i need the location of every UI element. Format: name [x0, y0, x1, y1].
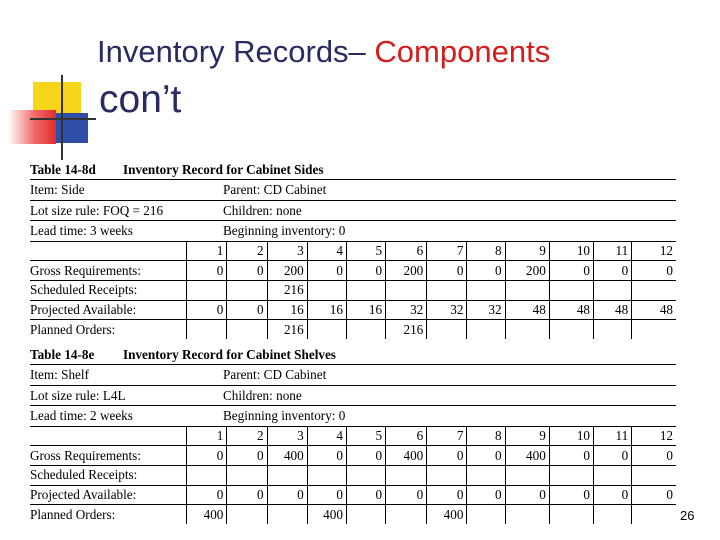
table-cell	[549, 280, 593, 300]
table-cell	[267, 505, 307, 524]
table-cell	[594, 505, 632, 524]
table-cell: 0	[307, 446, 346, 466]
period-number: 7	[427, 426, 467, 446]
table-row	[30, 446, 676, 466]
row-label: Scheduled Receipts:	[30, 465, 187, 485]
period-number: 3	[267, 426, 307, 446]
table-cell	[549, 505, 593, 524]
table-cell: 32	[386, 300, 427, 320]
table-cell	[427, 280, 467, 300]
period-number: 8	[467, 241, 505, 261]
table-cell: 48	[632, 300, 676, 320]
row-label: Gross Requirements:	[30, 446, 187, 466]
table-cell	[549, 465, 593, 485]
title-main: Inventory Records–	[97, 34, 375, 69]
row-label: Planned Orders:	[30, 320, 187, 339]
table-cell: 0	[267, 485, 307, 505]
table-cell: 0	[187, 446, 227, 466]
period-number: 10	[549, 426, 593, 446]
info-row	[30, 179, 676, 200]
table-cell: 0	[427, 485, 467, 505]
table-cell	[267, 465, 307, 485]
info-lead-time: Lead time: 2 weeks	[30, 408, 133, 423]
table-cell: 0	[632, 485, 676, 505]
period-number: 11	[594, 241, 632, 261]
info-row	[30, 385, 676, 406]
table-cell: 0	[227, 261, 267, 281]
table-cell: 0	[549, 485, 593, 505]
period-number: 3	[267, 241, 307, 261]
table-cell	[346, 465, 385, 485]
table-cell	[187, 280, 227, 300]
table-caption	[30, 346, 676, 364]
period-header-row	[30, 426, 676, 446]
table-cell: 400	[307, 505, 346, 524]
period-number: 6	[386, 426, 427, 446]
info-lead-time: Lead time: 3 weeks	[30, 223, 133, 238]
table-cell: 0	[307, 261, 346, 281]
table-cell	[549, 320, 593, 339]
table-cell	[227, 320, 267, 339]
table-row	[30, 465, 676, 485]
table-cell: 0	[505, 485, 549, 505]
info-row	[30, 364, 676, 385]
table-cell: 0	[307, 485, 346, 505]
table-cell: 0	[467, 446, 505, 466]
table-cell: 0	[386, 485, 427, 505]
table-cell: 400	[427, 505, 467, 524]
period-header-blank	[30, 241, 187, 261]
mrp-grid	[30, 241, 676, 339]
period-number: 12	[632, 426, 676, 446]
table-cell	[632, 465, 676, 485]
table-cell: 200	[505, 261, 549, 281]
table-cell	[505, 465, 549, 485]
table-cell: 0	[227, 485, 267, 505]
table-row	[30, 485, 676, 505]
table-cell: 0	[594, 446, 632, 466]
period-number: 4	[307, 241, 346, 261]
table-cell	[187, 320, 227, 339]
table-cell	[467, 280, 505, 300]
table-cell: 0	[594, 485, 632, 505]
table-cell	[386, 465, 427, 485]
table-cell	[505, 505, 549, 524]
info-row	[30, 405, 676, 426]
table-cell: 400	[187, 505, 227, 524]
table-cell: 16	[346, 300, 385, 320]
table-cell: 400	[505, 446, 549, 466]
period-number: 4	[307, 426, 346, 446]
table-cell: 0	[227, 300, 267, 320]
table-cell: 0	[346, 446, 385, 466]
table-cell: 200	[267, 261, 307, 281]
period-header-blank	[30, 426, 187, 446]
table-cell: 0	[427, 446, 467, 466]
table-cell	[467, 505, 505, 524]
table-cell	[594, 465, 632, 485]
period-number: 1	[187, 241, 227, 261]
period-number: 2	[227, 426, 267, 446]
info-parent: Parent: CD Cabinet	[223, 367, 327, 382]
table-cell: 0	[187, 485, 227, 505]
table-cell	[307, 320, 346, 339]
logo-horizontal-line	[30, 118, 96, 120]
page-number: 26	[680, 508, 695, 523]
row-label: Projected Available:	[30, 485, 187, 505]
info-children: Children: none	[223, 202, 302, 218]
table-cell: 16	[267, 300, 307, 320]
slide-title-line2: con’t	[99, 78, 182, 121]
table-cell	[227, 465, 267, 485]
period-number: 7	[427, 241, 467, 261]
table-row	[30, 300, 676, 320]
row-label: Projected Available:	[30, 300, 187, 320]
table-cell: 0	[227, 446, 267, 466]
table-cell: 0	[632, 446, 676, 466]
table-cell: 200	[386, 261, 427, 281]
table-cell: 0	[346, 485, 385, 505]
table-cell	[632, 505, 676, 524]
table-cell	[187, 465, 227, 485]
table-number: Table 14-8e	[30, 347, 95, 362]
inventory-table-cabinet-sides	[30, 161, 676, 339]
logo-red-square	[8, 110, 56, 144]
table-cell: 400	[386, 446, 427, 466]
title-accent: Components	[374, 34, 551, 69]
info-parent: Parent: CD Cabinet	[223, 182, 327, 197]
table-cell	[467, 465, 505, 485]
period-number: 5	[346, 241, 385, 261]
table-cell: 0	[549, 261, 593, 281]
table-cell	[594, 280, 632, 300]
period-number: 1	[187, 426, 227, 446]
table-number: Table 14-8d	[30, 162, 96, 177]
info-lot-size: Lot size rule: L4L	[30, 387, 126, 403]
slide-title	[97, 34, 550, 70]
table-cell	[467, 320, 505, 339]
table-cell: 0	[467, 261, 505, 281]
period-number: 9	[505, 241, 549, 261]
table-cell	[307, 280, 346, 300]
table-row	[30, 280, 676, 300]
table-cell: 0	[467, 485, 505, 505]
info-row	[30, 220, 676, 241]
table-cell	[427, 320, 467, 339]
table-cell: 0	[187, 300, 227, 320]
table-cell	[427, 465, 467, 485]
table-cell: 0	[594, 261, 632, 281]
table-cell	[632, 320, 676, 339]
info-item: Item: Side	[30, 182, 85, 197]
table-cell	[346, 280, 385, 300]
table-cell	[346, 505, 385, 524]
table-cell: 48	[505, 300, 549, 320]
period-number: 6	[386, 241, 427, 261]
table-cell: 0	[187, 261, 227, 281]
table-cell	[346, 320, 385, 339]
row-label: Scheduled Receipts:	[30, 280, 187, 300]
table-row	[30, 505, 676, 524]
table-cell: 0	[632, 261, 676, 281]
period-header-row	[30, 241, 676, 261]
info-item: Item: Shelf	[30, 367, 89, 382]
table-cell	[386, 280, 427, 300]
table-cell: 16	[307, 300, 346, 320]
table-caption	[30, 161, 676, 179]
period-number: 5	[346, 426, 385, 446]
table-cell	[505, 320, 549, 339]
table-cell	[505, 280, 549, 300]
table-cell: 0	[346, 261, 385, 281]
info-children: Children: none	[223, 387, 302, 403]
table-cell: 0	[427, 261, 467, 281]
table-cell: 400	[267, 446, 307, 466]
period-number: 12	[632, 241, 676, 261]
info-beginning-inventory: Beginning inventory: 0	[223, 408, 346, 423]
table-row	[30, 261, 676, 281]
table-cell: 216	[267, 280, 307, 300]
table-cell	[386, 505, 427, 524]
table-title: Inventory Record for Cabinet Shelves	[123, 347, 336, 362]
table-title: Inventory Record for Cabinet Sides	[123, 162, 324, 177]
period-number: 2	[227, 241, 267, 261]
table-cell: 216	[267, 320, 307, 339]
period-number: 8	[467, 426, 505, 446]
table-cell	[632, 280, 676, 300]
table-cell	[594, 320, 632, 339]
table-cell: 32	[427, 300, 467, 320]
period-number: 9	[505, 426, 549, 446]
info-beginning-inventory: Beginning inventory: 0	[223, 223, 346, 238]
table-cell: 48	[594, 300, 632, 320]
row-label: Planned Orders:	[30, 505, 187, 524]
table-cell: 216	[386, 320, 427, 339]
period-number: 11	[594, 426, 632, 446]
table-cell: 32	[467, 300, 505, 320]
table-row	[30, 320, 676, 339]
table-cell	[227, 280, 267, 300]
row-label: Gross Requirements:	[30, 261, 187, 281]
table-cell: 0	[549, 446, 593, 466]
info-lot-size: Lot size rule: FOQ = 216	[30, 202, 164, 218]
table-cell	[227, 505, 267, 524]
info-row	[30, 200, 676, 221]
mrp-grid	[30, 426, 676, 524]
period-number: 10	[549, 241, 593, 261]
table-cell: 48	[549, 300, 593, 320]
inventory-table-cabinet-shelves	[30, 346, 676, 524]
table-cell	[307, 465, 346, 485]
